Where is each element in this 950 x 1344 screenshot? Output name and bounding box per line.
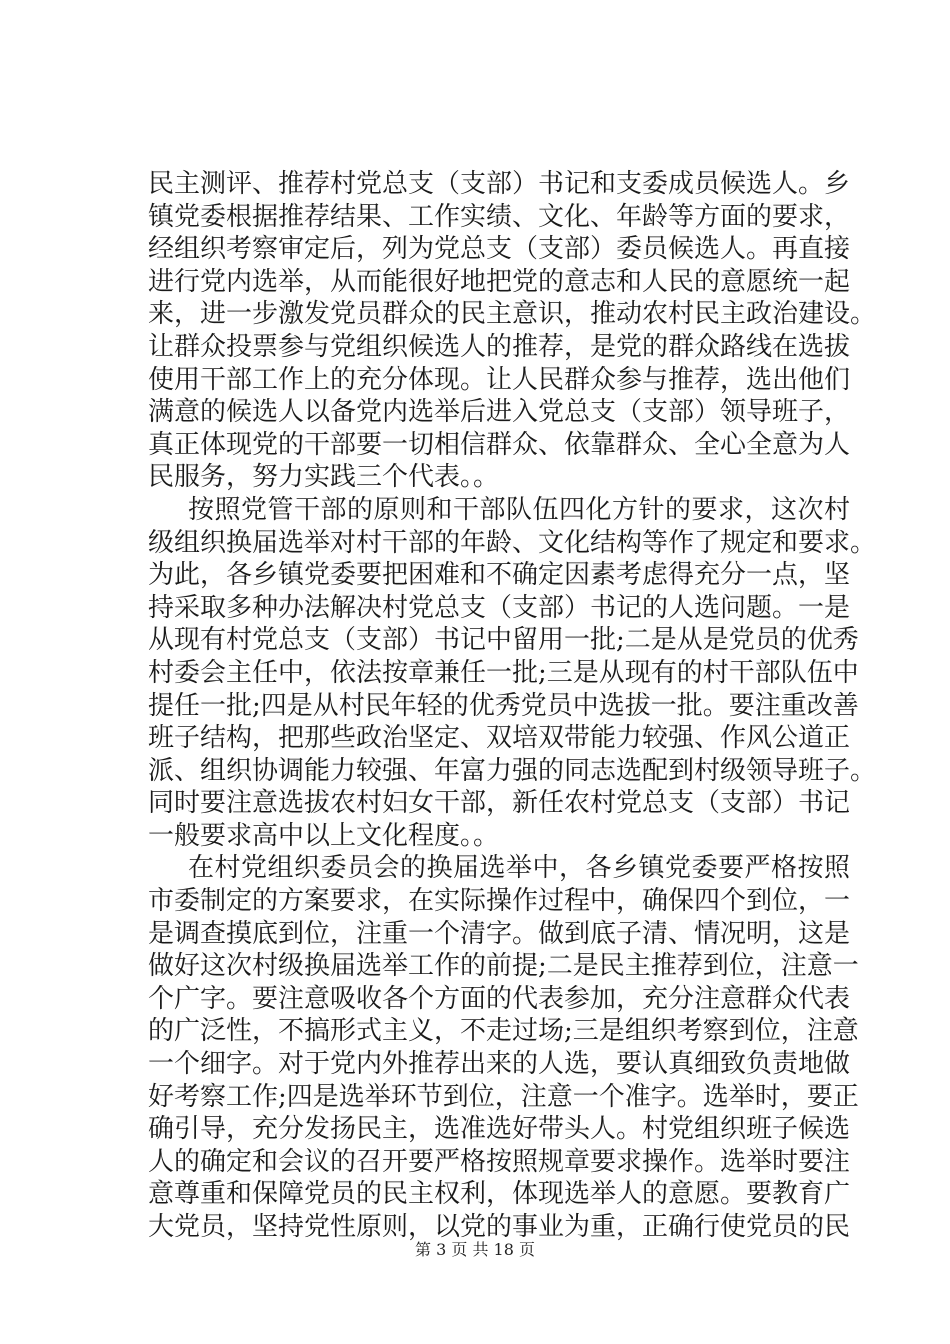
text-line: 班子结构，把那些政治坚定、双培双带能力较强、作风公道正 — [148, 723, 851, 754]
text-line: 意尊重和保障党员的民主权利，体现选举人的意愿。要教育广 — [148, 1179, 851, 1210]
text-line: 同时要注意选拔农村妇女干部，新任农村党总支（支部）书记 — [148, 788, 851, 819]
text-line: 人的确定和会议的召开要严格按照规章要求操作。选举时要注 — [148, 1146, 851, 1177]
paragraph-start-line: 在村党组织委员会的换届选举中，各乡镇党委要严格按照 — [188, 853, 850, 884]
text-line: 来，进一步激发党员群众的民主意识，推动农村民主政治建设。 — [148, 299, 877, 330]
text-line: 经组织考察审定后，列为党总支（支部）委员候选人。再直接 — [148, 234, 851, 265]
text-line: 民主测评、推荐村党总支（支部）书记和支委成员候选人。乡 — [148, 169, 851, 199]
text-line: 的广泛性，不搞形式主义，不走过场;三是组织考察到位，注意 — [148, 1016, 859, 1047]
text-line: 派、组织协调能力较强、年富力强的同志选配到村级领导班子。 — [148, 755, 877, 786]
text-line: 从现有村党总支（支部）书记中留用一批;二是从是党员的优秀 — [148, 625, 859, 656]
text-line: 市委制定的方案要求，在实际操作过程中，确保四个到位，一 — [148, 886, 851, 917]
text-line: 使用干部工作上的充分体现。让人民群众参与推荐，选出他们 — [148, 364, 851, 395]
text-line: 让群众投票参与党组织候选人的推荐，是党的群众路线在选拔 — [148, 331, 851, 362]
text-line: 村委会主任中，依法按章兼任一批;三是从现有的村干部队伍中 — [148, 657, 859, 688]
text-line: 好考察工作;四是选举环节到位，注意一个准字。选举时，要正 — [148, 1081, 859, 1112]
text-line: 做好这次村级换届选举工作的前提;二是民主推荐到位，注意一 — [148, 951, 859, 982]
text-line: 一个细字。对于党内外推荐出来的人选，要认真细致负责地做 — [148, 1049, 851, 1080]
paragraph-end-line: 民服务，努力实践三个代表。。 — [148, 462, 500, 493]
text-line: 确引导，充分发扬民主，选准选好带头人。村党组织班子候选 — [148, 1114, 851, 1145]
body-text — [148, 168, 877, 1244]
paragraph-start-line: 按照党管干部的原则和干部队伍四化方针的要求，这次村 — [188, 494, 850, 525]
text-line: 满意的候选人以备党内选举后进入党总支（支部）领导班子， — [148, 397, 851, 428]
paragraph-end-line: 一般要求高中以上文化程度。。 — [148, 820, 500, 851]
text-line: 为此，各乡镇党委要把困难和不确定因素考虑得充分一点，坚 — [148, 560, 851, 591]
text-line: 提任一批;四是从村民年轻的优秀党员中选拔一批。要注重改善 — [148, 690, 859, 721]
text-line: 大党员，坚持党性原则，以党的事业为重，正确行使党员的民 — [148, 1212, 851, 1242]
text-line: 进行党内选举，从而能很好地把党的意志和人民的意愿统一起 — [148, 266, 851, 297]
text-line: 个广字。要注意吸收各个方面的代表参加，充分注意群众代表 — [148, 983, 851, 1014]
text-line: 是调查摸底到位，注重一个清字。做到底子清、情况明，这是 — [148, 918, 851, 949]
text-line: 真正体现党的干部要一切相信群众、依靠群众、全心全意为人 — [148, 429, 851, 460]
page-number-footer: 第 3 页 共 18 页 — [415, 1240, 535, 1259]
text-line: 级组织换届选举对村干部的年龄、文化结构等作了规定和要求。 — [148, 527, 877, 558]
text-line: 镇党委根据推荐结果、工作实绩、文化、年龄等方面的要求， — [148, 201, 851, 232]
text-line: 持采取多种办法解决村党总支（支部）书记的人选问题。一是 — [148, 592, 851, 623]
